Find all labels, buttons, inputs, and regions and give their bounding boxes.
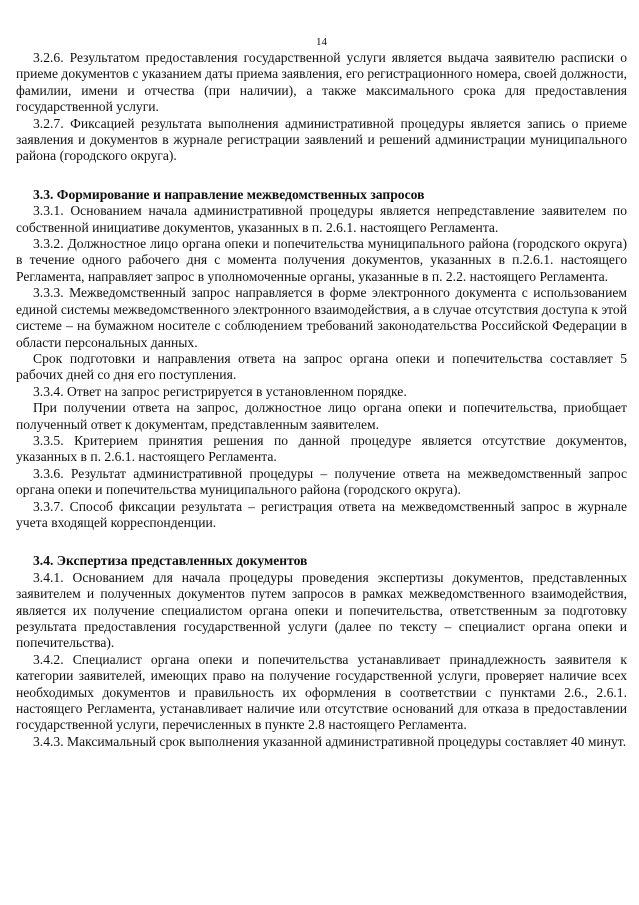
paragraph-response-deadline: Срок подготовки и направления ответа на запрос органа опеки и попечительства составляет 5 рабочих дней со дня его поступления. [16, 350, 627, 383]
paragraph-3-4-2: 3.4.2. Специалист органа опеки и попечительства устанавливает принадлежность заявителя к категории заявителей, имеющих право на получение государственной услуги, проверяет наличие всех необходимых документов и правильность их оформления в соответствии с пунктами 2.6., 2.6.1. настоящего Регламента, устанавливает наличие или отсутствие оснований для отказа в предоставлении государственной услуги, перечисленных в пункте 2.8 настоящего Регламента. [16, 651, 627, 733]
paragraph-3-3-6: 3.3.6. Результат административной процедуры – получение ответа на межведомственный запрос органа опеки и попечительства муниципального района (городского округа). [16, 465, 627, 498]
section-heading-3-3: 3.3. Формирование и направление межведомственных запросов [33, 186, 425, 202]
paragraph-3-3-7: 3.3.7. Способ фиксации результата – регистрация ответа на межведомственный запрос в журнале учета входящей корреспонденции. [16, 498, 627, 530]
page-number: 14 [316, 36, 327, 48]
paragraph-3-3-1: 3.3.1. Основанием начала административной процедуры является непредставление заявителем по собственной инициативе документов, указанных в п. 2.6.1. настоящего Регламента. [16, 203, 627, 235]
paragraph-3-4-1: 3.4.1. Основанием для начала процедуры проведения экспертизы документов, представленных заявителем и полученных документов путем запросов в рамках межведомственного взаимодействия, является их получение специалистом органа опеки и попечительства, ответственным за подготовку результата предоставления государственной услуги (далее по тексту – специалист органа опеки и попечительства). [16, 569, 627, 651]
paragraph-3-3-2: 3.3.2. Должностное лицо органа опеки и попечительства муниципального района (городского округа) в течение одного рабочего дня с момента получения документов, указанных в п.2.6.1. настоящего Регламента, направляет запрос в уполномоченные органы, указанные в п. 2.2. настоящего Регламента. [16, 236, 627, 284]
paragraph-3-3-4: 3.3.4. Ответ на запрос регистрируется в установленном порядке. [33, 383, 407, 399]
paragraph-3-3-3: 3.3.3. Межведомственный запрос направляется в форме электронного документа с использованием единой системы межведомственного электронного взаимодействия, а в случае отсутствия доступа к этой системе – на бумажном носителе с соблюдением требований законодательства Российской Федерации в области персональных данных. [16, 285, 627, 350]
paragraph-3-4-3: 3.4.3. Максимальный срок выполнения указанной административной процедуры составляет 40 минут. [33, 733, 627, 749]
section-heading-3-4: 3.4. Экспертиза представленных документов [33, 553, 308, 569]
paragraph-response-attach: При получении ответа на запрос, должностное лицо органа опеки и попечительства, приобщает полученный ответ к документам, представленным заявителем. [16, 400, 627, 432]
paragraph-3-2-7: 3.2.7. Фиксацией результата выполнения административной процедуры является запись о приеме заявления и документов в журнале регистрации заявлений и решений администрации муниципального района (городского округа). [16, 115, 627, 164]
paragraph-3-3-5: 3.3.5. Критерием принятия решения по данной процедуре является отсутствие документов, указанных в п. 2.6.1. настоящего Регламента. [16, 432, 627, 465]
paragraph-3-2-6: 3.2.6. Результатом предоставления государственной услуги является выдача заявителю расписки о приеме документов с указанием даты приема заявления, его регистрационного номера, своей должности, фамилии, имени и отчества (при наличии), а также максимального срока для предоставления государственной услуги. [16, 50, 627, 115]
